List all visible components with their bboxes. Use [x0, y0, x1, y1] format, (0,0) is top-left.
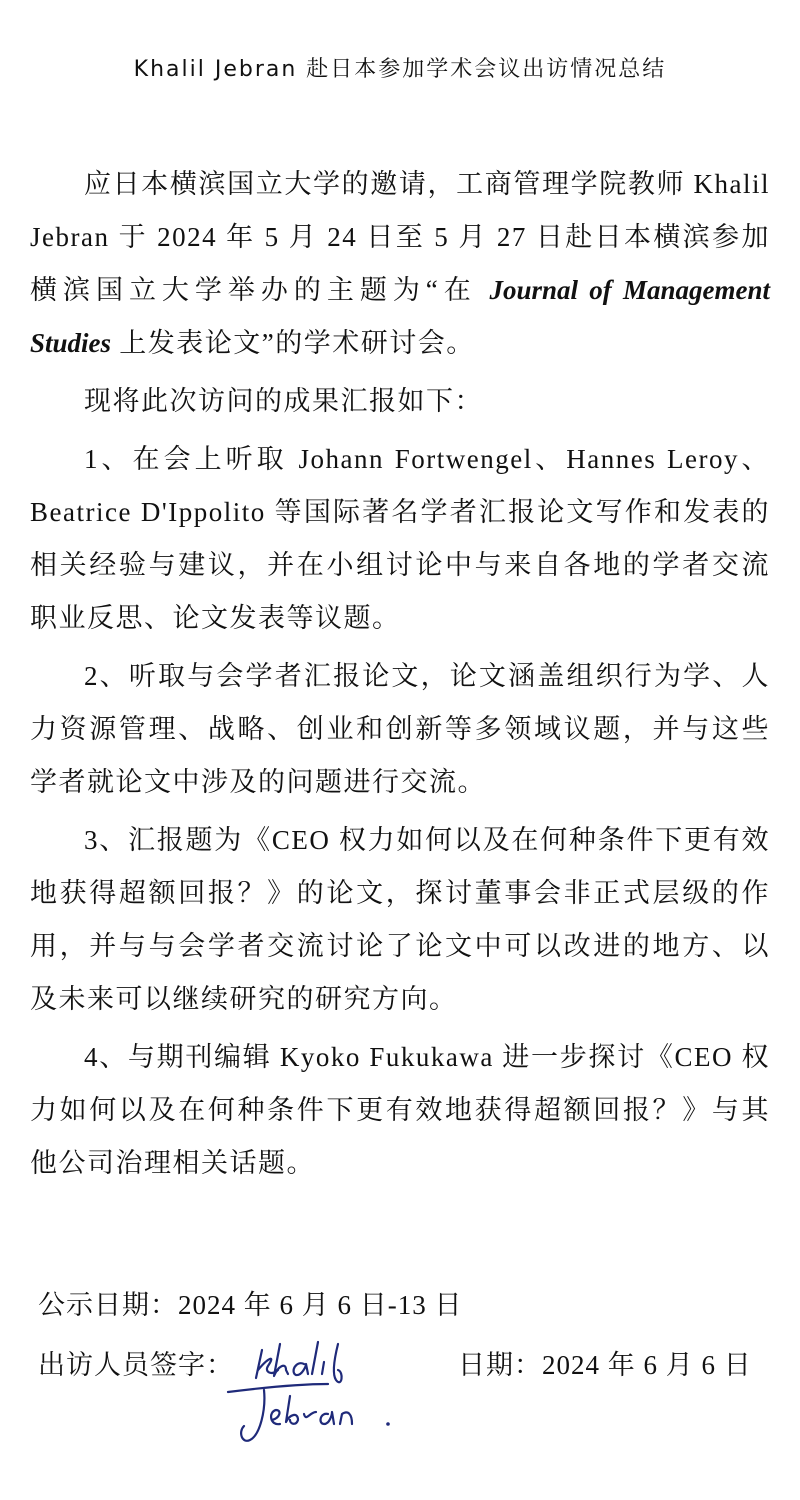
document-title: Khalil Jebran 赴日本参加学术会议出访情况总结	[133, 57, 667, 82]
signature-date: 日期：2024 年 6 月 6 日	[458, 1350, 752, 1380]
paragraph-item-2: 2、听取与会学者汇报论文，论文涵盖组织行为学、人力资源管理、战略、创业和创新等多领域议题，并与这些学者就论文中涉及的问题进行交流。	[30, 661, 770, 797]
handwritten-signature	[220, 1340, 420, 1455]
publicity-date: 公示日期：2024 年 6 月 6 日-13 日	[38, 1290, 463, 1320]
paragraph-intro	[30, 158, 770, 370]
intro-text: 应日本横滨国立大学的邀请，工商管理学院教师 Khalil Jebran 于 2024 年 5 月 24 日至 5 月 27 日赴日本横滨参加横滨国立大学举办的主题为“在	[30, 169, 770, 305]
paragraph-item-1: 1、在会上听取 Johann Fortwengel、Hannes Leroy、Beatrice D'Ippolito 等国际著名学者汇报论文写作和发表的相关经验与建议，并在小组讨论中与来自各地的学者交流职业反思、论文发表等议题。	[30, 444, 770, 633]
signature-label: 出访人员签字：	[38, 1350, 234, 1380]
document-body	[30, 158, 770, 1195]
paragraph-item-4: 4、与期刊编辑 Kyoko Fukukawa 进一步探讨《CEO 权力如何以及在何种条件下更有效地获得超额回报？》与其他公司治理相关话题。	[30, 1042, 770, 1178]
paragraph-summary-lead: 现将此次访问的成果汇报如下：	[84, 386, 483, 416]
intro-text-end: 上发表论文”的学术研讨会。	[111, 328, 475, 358]
paragraph-item-3: 3、汇报题为《CEO 权力如何以及在何种条件下更有效地获得超额回报？》的论文，探讨董事会非正式层级的作用，并与与会学者交流讨论了论文中可以改进的地方、以及未来可以继续研究的研究方向。	[30, 825, 770, 1014]
journal-name: Journal of Management Studies	[30, 275, 771, 358]
